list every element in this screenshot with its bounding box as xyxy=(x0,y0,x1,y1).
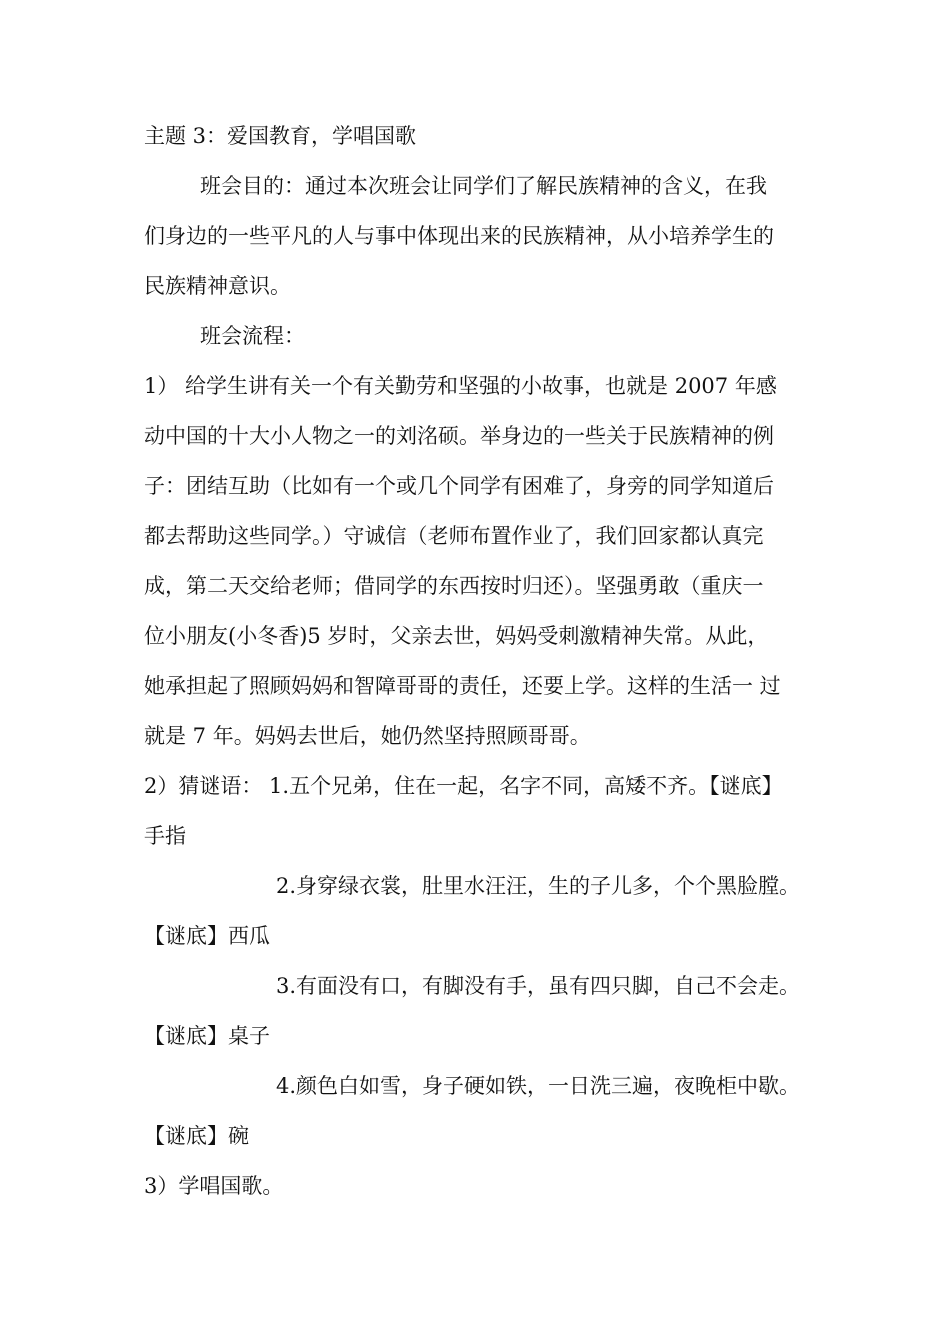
riddle-2-answer: 【谜底】西瓜 xyxy=(144,924,270,948)
riddle-2-question: 2.身穿绿衣裳，肚里水汪汪，生的子儿多，个个黑脸膛。 xyxy=(276,874,801,898)
process-heading: 班会流程： xyxy=(200,324,305,348)
item1-line-8: 就是 7 年。妈妈去世后，她仍然坚持照顾哥哥。 xyxy=(144,724,591,748)
document-title: 主题 3：爱国教育，学唱国歌 xyxy=(144,124,417,148)
item1-line-7: 她承担起了照顾妈妈和智障哥哥的责任，还要上学。这样的生活一 过 xyxy=(144,674,781,698)
purpose-line-2: 们身边的一些平凡的人与事中体现出来的民族精神，从小培养学生的 xyxy=(144,224,774,248)
purpose-line-3: 民族精神意识。 xyxy=(144,274,291,298)
item1-line-4: 都去帮助这些同学。）守诚信（老师布置作业了，我们回家都认真完 xyxy=(144,524,764,548)
riddle-4-question: 4.颜色白如雪，身子硬如铁，一日洗三遍，夜晚柜中歇。 xyxy=(276,1074,801,1098)
item1-line-2: 动中国的十大小人物之一的刘洺硕。举身边的一些关于民族精神的例 xyxy=(144,424,774,448)
riddle-4-answer: 【谜底】碗 xyxy=(144,1124,249,1148)
riddle-3-question: 3.有面没有口，有脚没有手，虽有四只脚，自己不会走。 xyxy=(276,974,801,998)
riddle-1-answer: 手指 xyxy=(144,824,186,848)
item1-line-1: 1） 给学生讲有关一个有关勤劳和坚强的小故事，也就是 2007 年感 xyxy=(144,374,777,398)
item1-line-3: 子：团结互助（比如有一个或几个同学有困难了，身旁的同学知道后 xyxy=(144,474,774,498)
purpose-line-1: 班会目的：通过本次班会让同学们了解民族精神的含义，在我 xyxy=(200,174,767,198)
item1-line-5: 成，第二天交给老师；借同学的东西按时归还）。坚强勇敢（重庆一 xyxy=(144,574,764,598)
riddle-1-question: 2）猜谜语： 1.五个兄弟，住在一起，名字不同，高矮不齐。【谜底】 xyxy=(144,774,783,798)
item3-line: 3）学唱国歌。 xyxy=(144,1174,284,1198)
item1-line-6: 位小朋友(小冬香)5 岁时，父亲去世，妈妈受刺激精神失常。从此， xyxy=(144,624,769,648)
riddle-3-answer: 【谜底】桌子 xyxy=(144,1024,270,1048)
